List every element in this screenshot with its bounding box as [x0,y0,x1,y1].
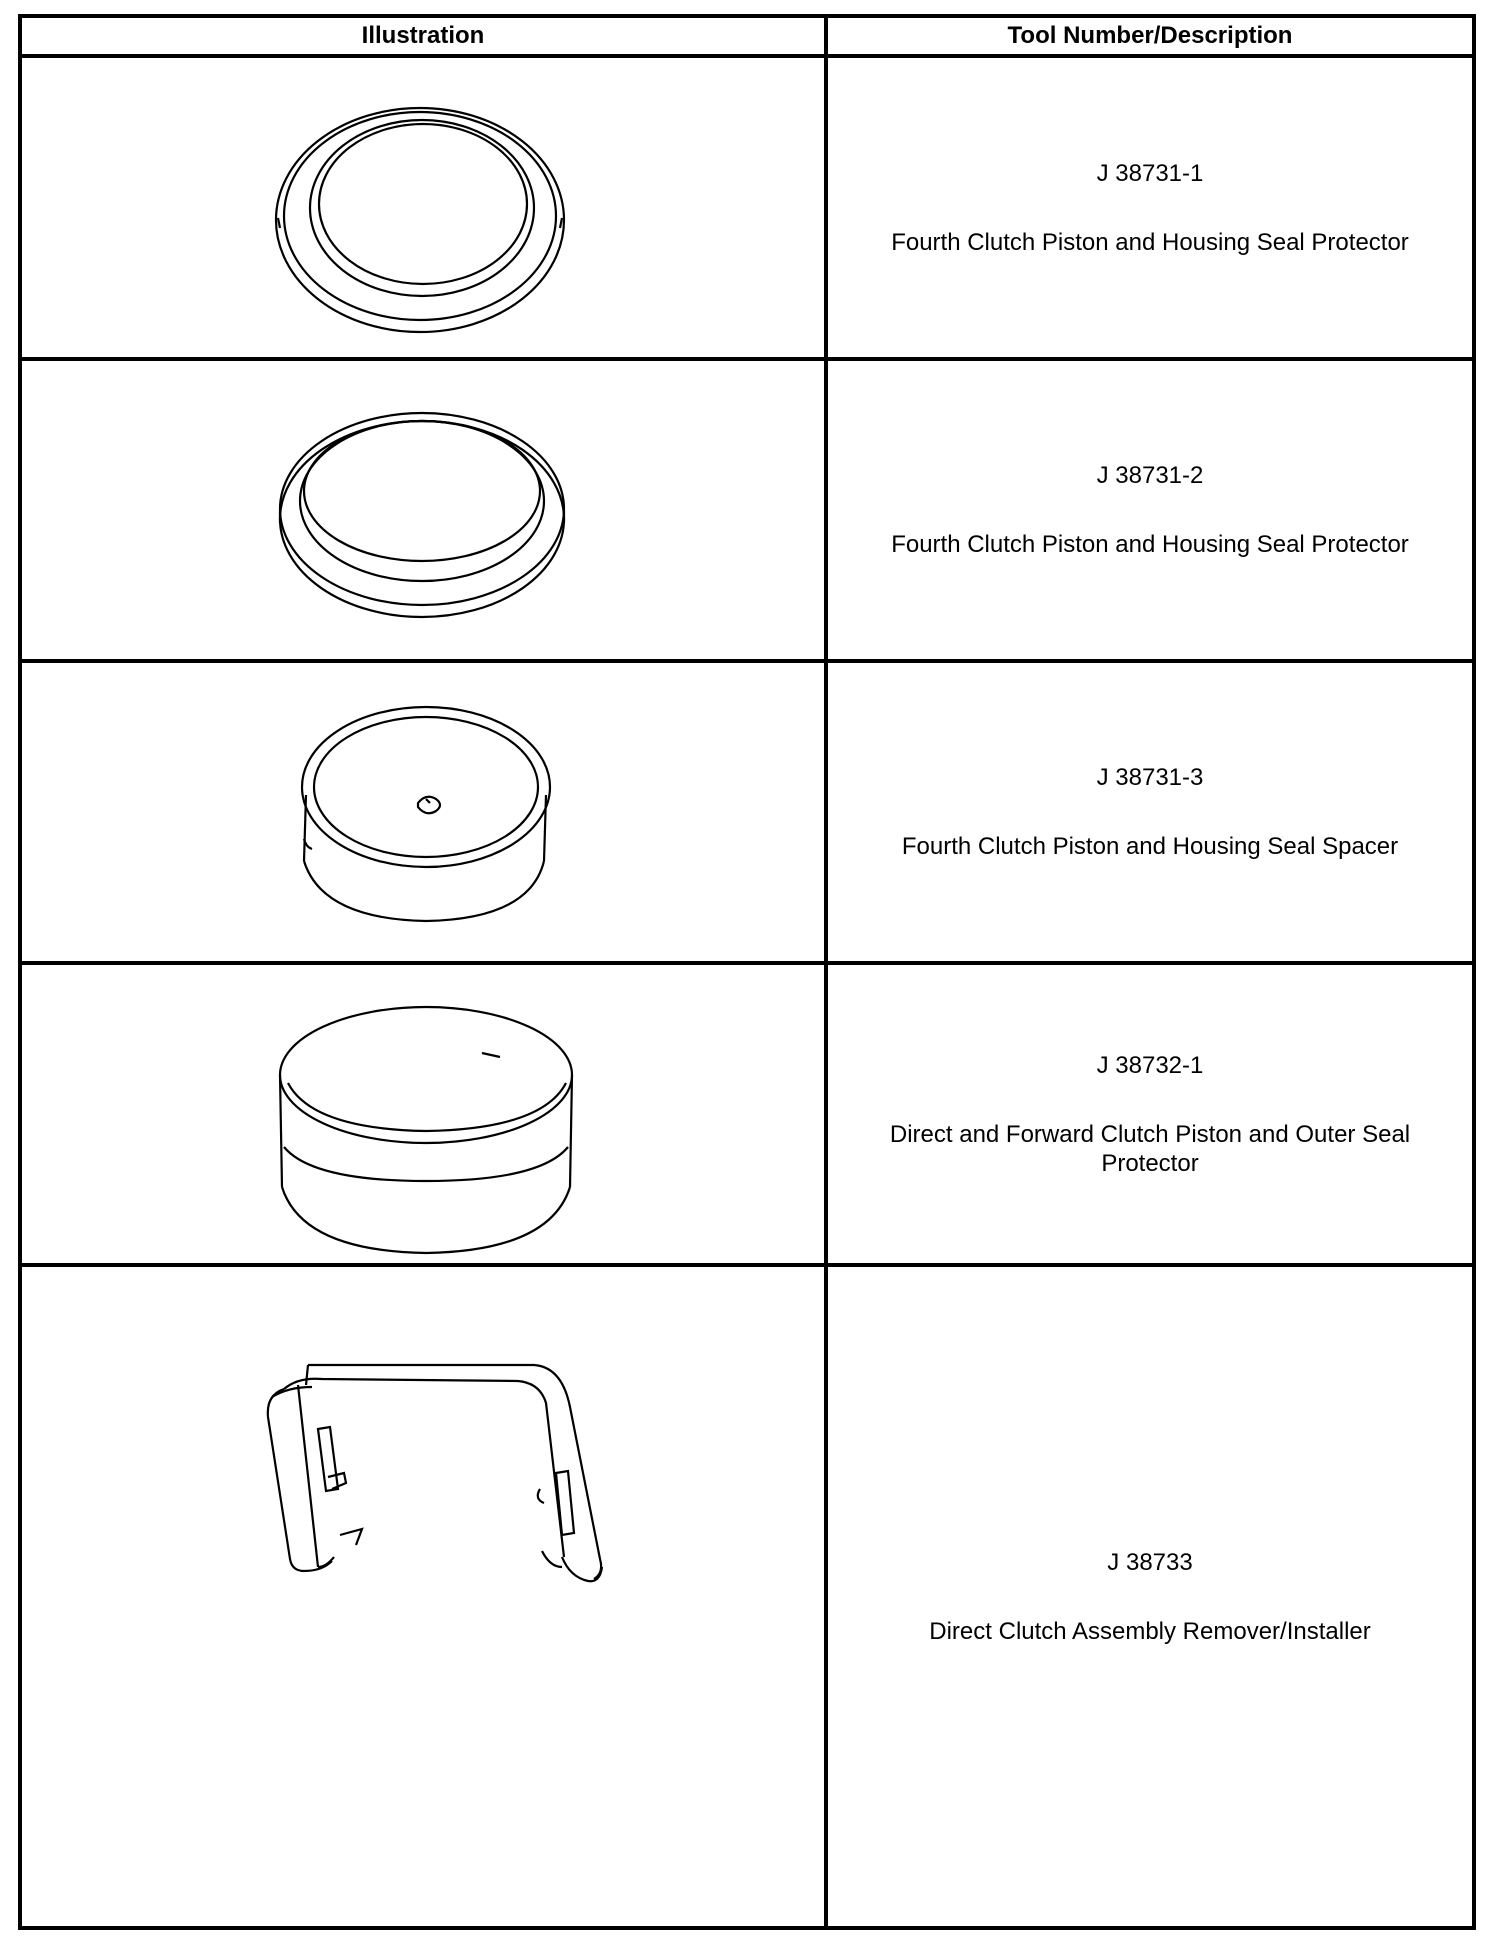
table-header-row [22,18,1472,58]
description-cell [828,663,1472,961]
tool-description: Direct Clutch Assembly Remover/Installer [929,1617,1371,1645]
clutch-remover-installer-clip-icon [22,1267,824,1926]
tool-number: J 38731-3 [1096,764,1204,791]
tool-description: Fourth Clutch Piston and Housing Seal Protector [891,228,1409,256]
description-cell [828,1267,1472,1926]
tool-number: J 38733 [1107,1548,1193,1576]
description-cell [828,58,1472,357]
tool-number: J 38731-1 [1096,159,1204,187]
description-cell [828,361,1472,659]
special-tools-table [18,14,1476,1930]
tool-description: Fourth Clutch Piston and Housing Seal Spacer [901,833,1399,860]
header-tool-number-description: Tool Number/Description [1007,22,1293,49]
table-row [22,361,1472,663]
seal-spacer-cup-icon [22,663,824,961]
illustration-cell [22,663,824,961]
table-row [22,58,1472,361]
tool-number: J 38731-2 [1096,462,1204,489]
illustration-cell [22,1267,824,1926]
table-row [22,965,1472,1267]
description-cell [828,965,1472,1263]
tool-description: Direct and Forward Clutch Piston and Outer Seal Protector [889,1120,1411,1177]
illustration-cell [22,361,824,659]
seal-protector-ring-icon [22,58,824,357]
tool-description: Fourth Clutch Piston and Housing Seal Protector [891,531,1409,558]
tool-number: J 38732-1 [1096,1051,1204,1079]
table-row [22,1267,1472,1926]
illustration-cell [22,965,824,1263]
seal-protector-band-icon [22,361,824,659]
header-illustration: Illustration [361,22,485,49]
table-row [22,663,1472,965]
illustration-cell [22,58,824,357]
outer-seal-protector-sleeve-icon [22,965,824,1263]
